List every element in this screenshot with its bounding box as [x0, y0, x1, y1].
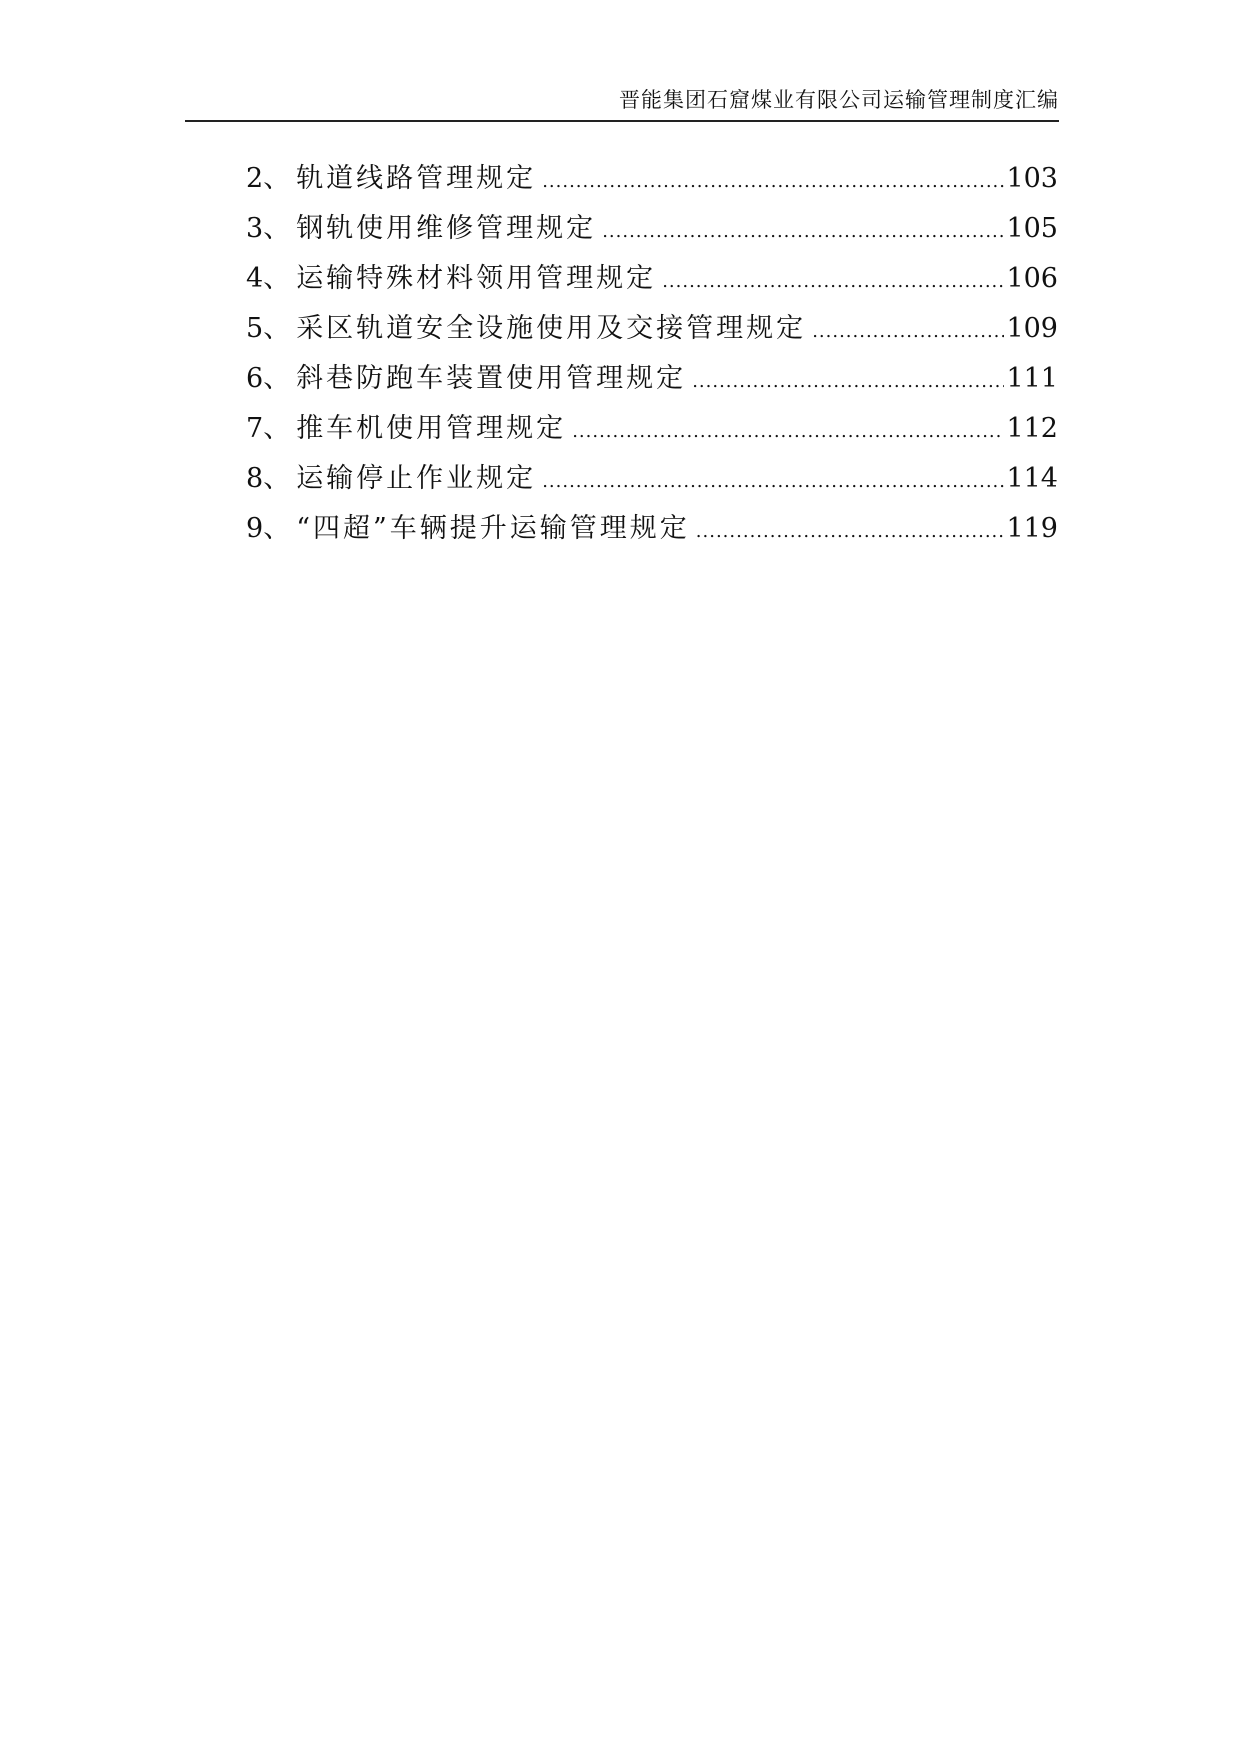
toc-entry-page: 111	[1006, 363, 1058, 394]
toc-entry-number: 6	[246, 363, 264, 394]
toc-entry-number: 4	[246, 263, 264, 294]
toc-entry[interactable]	[246, 409, 1058, 459]
toc-dot-leader	[662, 262, 1004, 302]
toc-dot-leader	[696, 512, 1005, 552]
toc-dot-leader	[542, 462, 1004, 502]
toc-entry-number: 3	[246, 213, 264, 244]
toc-entry-page: 112	[1006, 413, 1058, 444]
toc-entry-title: 运输停止作业规定	[296, 463, 537, 494]
toc-entry-number: 7	[246, 413, 264, 444]
toc-entry-title: 斜巷防跑车装置使用管理规定	[296, 363, 687, 394]
toc-entry-separator: 、	[263, 163, 291, 194]
toc-dot-leader	[602, 212, 1004, 252]
toc-entry[interactable]	[246, 459, 1058, 509]
toc-entry-title: “四超”车辆提升运输管理规定	[296, 513, 690, 544]
toc-dot-leader	[572, 412, 1004, 452]
toc-entry[interactable]	[246, 159, 1058, 209]
toc-entry-title: 运输特殊材料领用管理规定	[296, 263, 657, 294]
toc-entry-page: 105	[1006, 213, 1058, 244]
toc-dot-leader	[812, 312, 1004, 352]
toc-entry[interactable]	[246, 309, 1058, 359]
toc-entry-separator: 、	[263, 463, 291, 494]
toc-entry-separator: 、	[263, 313, 291, 344]
toc-entry[interactable]	[246, 259, 1058, 309]
header-title: 晋能集团石窟煤业有限公司运输管理制度汇编	[619, 88, 1059, 112]
toc-entry-page: 114	[1006, 463, 1058, 494]
page-header	[185, 86, 1059, 122]
toc-entry-page: 106	[1006, 263, 1058, 294]
toc-entry[interactable]	[246, 209, 1058, 259]
toc-entry[interactable]	[246, 509, 1058, 559]
toc-dot-leader	[542, 162, 1004, 202]
toc-entry-separator: 、	[263, 263, 291, 294]
toc-entry-separator: 、	[263, 413, 291, 444]
toc-entry-title: 采区轨道安全设施使用及交接管理规定	[296, 313, 807, 344]
toc-entry-title: 钢轨使用维修管理规定	[296, 213, 597, 244]
toc-entry-page: 103	[1006, 163, 1058, 194]
toc-entry-number: 9	[246, 513, 264, 544]
toc-entry-page: 109	[1006, 313, 1058, 344]
toc-entry-number: 8	[246, 463, 264, 494]
toc-entry-title: 轨道线路管理规定	[296, 163, 537, 194]
toc-dot-leader	[692, 362, 1004, 402]
toc-entry-title: 推车机使用管理规定	[296, 413, 567, 444]
toc-entry-separator: 、	[263, 513, 291, 544]
toc-entry-separator: 、	[263, 363, 291, 394]
toc-entry-number: 2	[246, 163, 264, 194]
toc-entry-page: 119	[1006, 513, 1058, 544]
toc-entry-separator: 、	[263, 213, 291, 244]
toc-entry[interactable]	[246, 359, 1058, 409]
toc-entry-number: 5	[246, 313, 264, 344]
table-of-contents	[246, 159, 1058, 559]
